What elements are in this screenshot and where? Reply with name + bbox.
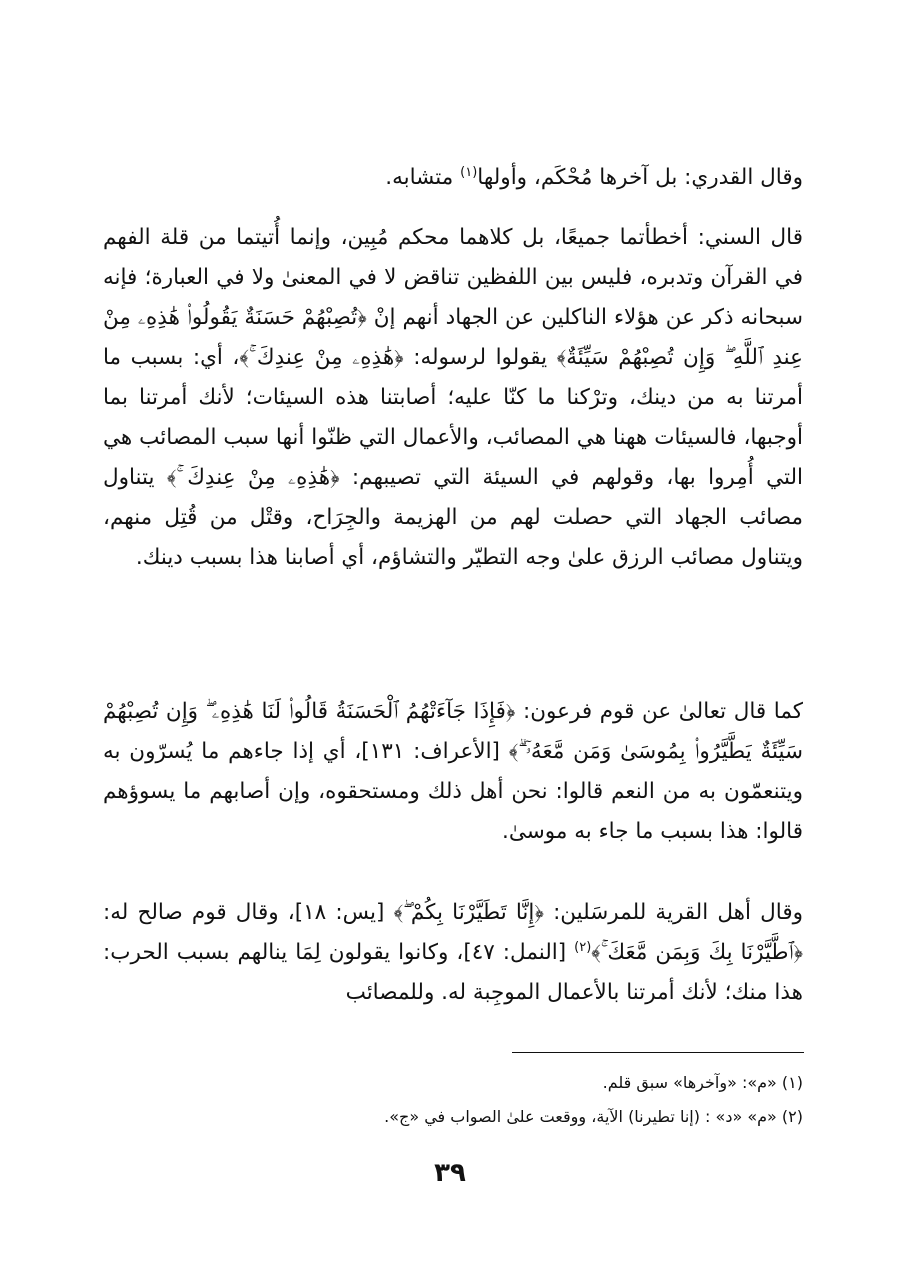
quran-verse: ﴿تُصِبْهُمْ حَسَنَةٌ يَقُولُوا۟ هَٰذِهِۦ مِنْ عِندِ ٱللَّهِ ۖ وَإِن تُصِبْهُمْ سَيِّئَةٌ﴾ xyxy=(103,305,803,370)
footnote-1 xyxy=(103,1070,803,1096)
paragraph-text: يقولوا لرسوله: xyxy=(403,345,557,370)
footnote-marker: (١) xyxy=(460,164,478,180)
quran-verse: ﴿إِنَّا تَطَيَّرْنَا بِكُمْ ۖ﴾ xyxy=(393,900,544,925)
footnote-marker: (٢) xyxy=(574,939,592,955)
paragraph-village xyxy=(103,893,803,1013)
footnote-divider xyxy=(512,1052,804,1053)
paragraph-text: متشابه. xyxy=(385,165,461,190)
paragraph-text: ، أي: بسبب ما أمرتنا به من دينك، وترْكنا ما كنّا عليه؛ أصابتنا هذه السيئات؛ لأنك أمرتنا بما أوجبها، فالسيئات ههنا هي المصائب، والأعمال التي ظنّوا أنها سبب المصائب هي التي أُمِروا بها، وقولهم في السيئة التي تصيبهم: xyxy=(103,345,804,490)
quran-verse: ﴿هَٰذِهِۦ مِنْ عِندِكَ ۚ﴾ xyxy=(239,345,404,370)
page-number: ٣٩ xyxy=(434,1158,466,1188)
paragraph-sunni xyxy=(103,218,803,578)
quran-verse: ﴿ٱطَّيَّرْنَا بِكَ وَبِمَن مَّعَكَ ۚ﴾ xyxy=(591,940,803,965)
verse-reference: [يس: ١٨] xyxy=(294,900,394,925)
footnote-text: «م»: «وآخرها» سبق قلم. xyxy=(602,1073,777,1092)
paragraph-text: وقال أهل القرية للمرسَلين: xyxy=(543,900,803,925)
paragraph-pharaoh xyxy=(103,692,803,852)
paragraph-text: يتناول مصائب الجهاد التي حصلت لهم من الهزيمة والجِرَاح، وقتْل من قُتِل منهم، ويتناول مصائب الرزق علىٰ وجه التطيّر والتشاؤم، أي أصابنا هذا بسبب دينك. xyxy=(103,465,803,570)
paragraph-qadari xyxy=(103,158,803,198)
paragraph-text: وقال القدري: بل آخرها مُحْكَم، وأولها xyxy=(477,165,803,190)
quran-verse: ﴿هَٰذِهِۦ مِنْ عِندِكَ ۚ﴾ xyxy=(166,465,340,490)
paragraph-text: ، وكانوا يقولون لِمَا ينالهم بسبب الحرب: هذا منك؛ لأنك أمرتنا بالأعمال الموجِبة له. وللمصائب xyxy=(103,940,803,1005)
footnote-text: «م» «د» : (إنا تطيرنا) الآية، ووقعت علىٰ الصواب في «ج». xyxy=(384,1107,777,1126)
footnote-number: (٢) xyxy=(781,1107,803,1126)
footnote-2 xyxy=(103,1104,803,1130)
paragraph-text: قال السني: أخطأتما جميعًا، بل كلاهما محكم مُبِين، وإنما أُتيتما من قلة الفهم في القرآن وتدبره، فليس بين اللفظين تناقض لا في المعنىٰ ولا في العبارة؛ فإنه سبحانه ذكر عن هؤلاء الناكلين عن الجهاد أنهم إنْ xyxy=(103,225,804,330)
paragraph-text: ، وقال قوم صالح له: xyxy=(103,900,295,925)
verse-reference: [الأعراف: ١٣١] xyxy=(361,739,509,764)
paragraph-text: كما قال تعالىٰ عن قوم فرعون: xyxy=(515,699,803,724)
footnote-number: (١) xyxy=(781,1073,803,1092)
verse-reference: [النمل: ٤٧] xyxy=(463,940,575,965)
quran-verse: ﴿فَإِذَا جَآءَتْهُمُ ٱلْحَسَنَةُ قَالُوا۟ لَنَا هَٰذِهِۦ ۖ وَإِن تُصِبْهُمْ سَيِّئَةٌ يَطَّيَّرُوا۟ بِمُوسَىٰ وَمَن مَّعَهُۥٓ ۗ﴾ xyxy=(103,699,803,764)
paragraph-text: ، أي إذا جاءهم ما يُسرّون به ويتنعمّون به من النعم قالوا: نحن أهل ذلك ومستحقوه، وإن أصابهم ما يسوؤهم قالوا: هذا بسبب ما جاء به موسىٰ. xyxy=(103,739,803,844)
